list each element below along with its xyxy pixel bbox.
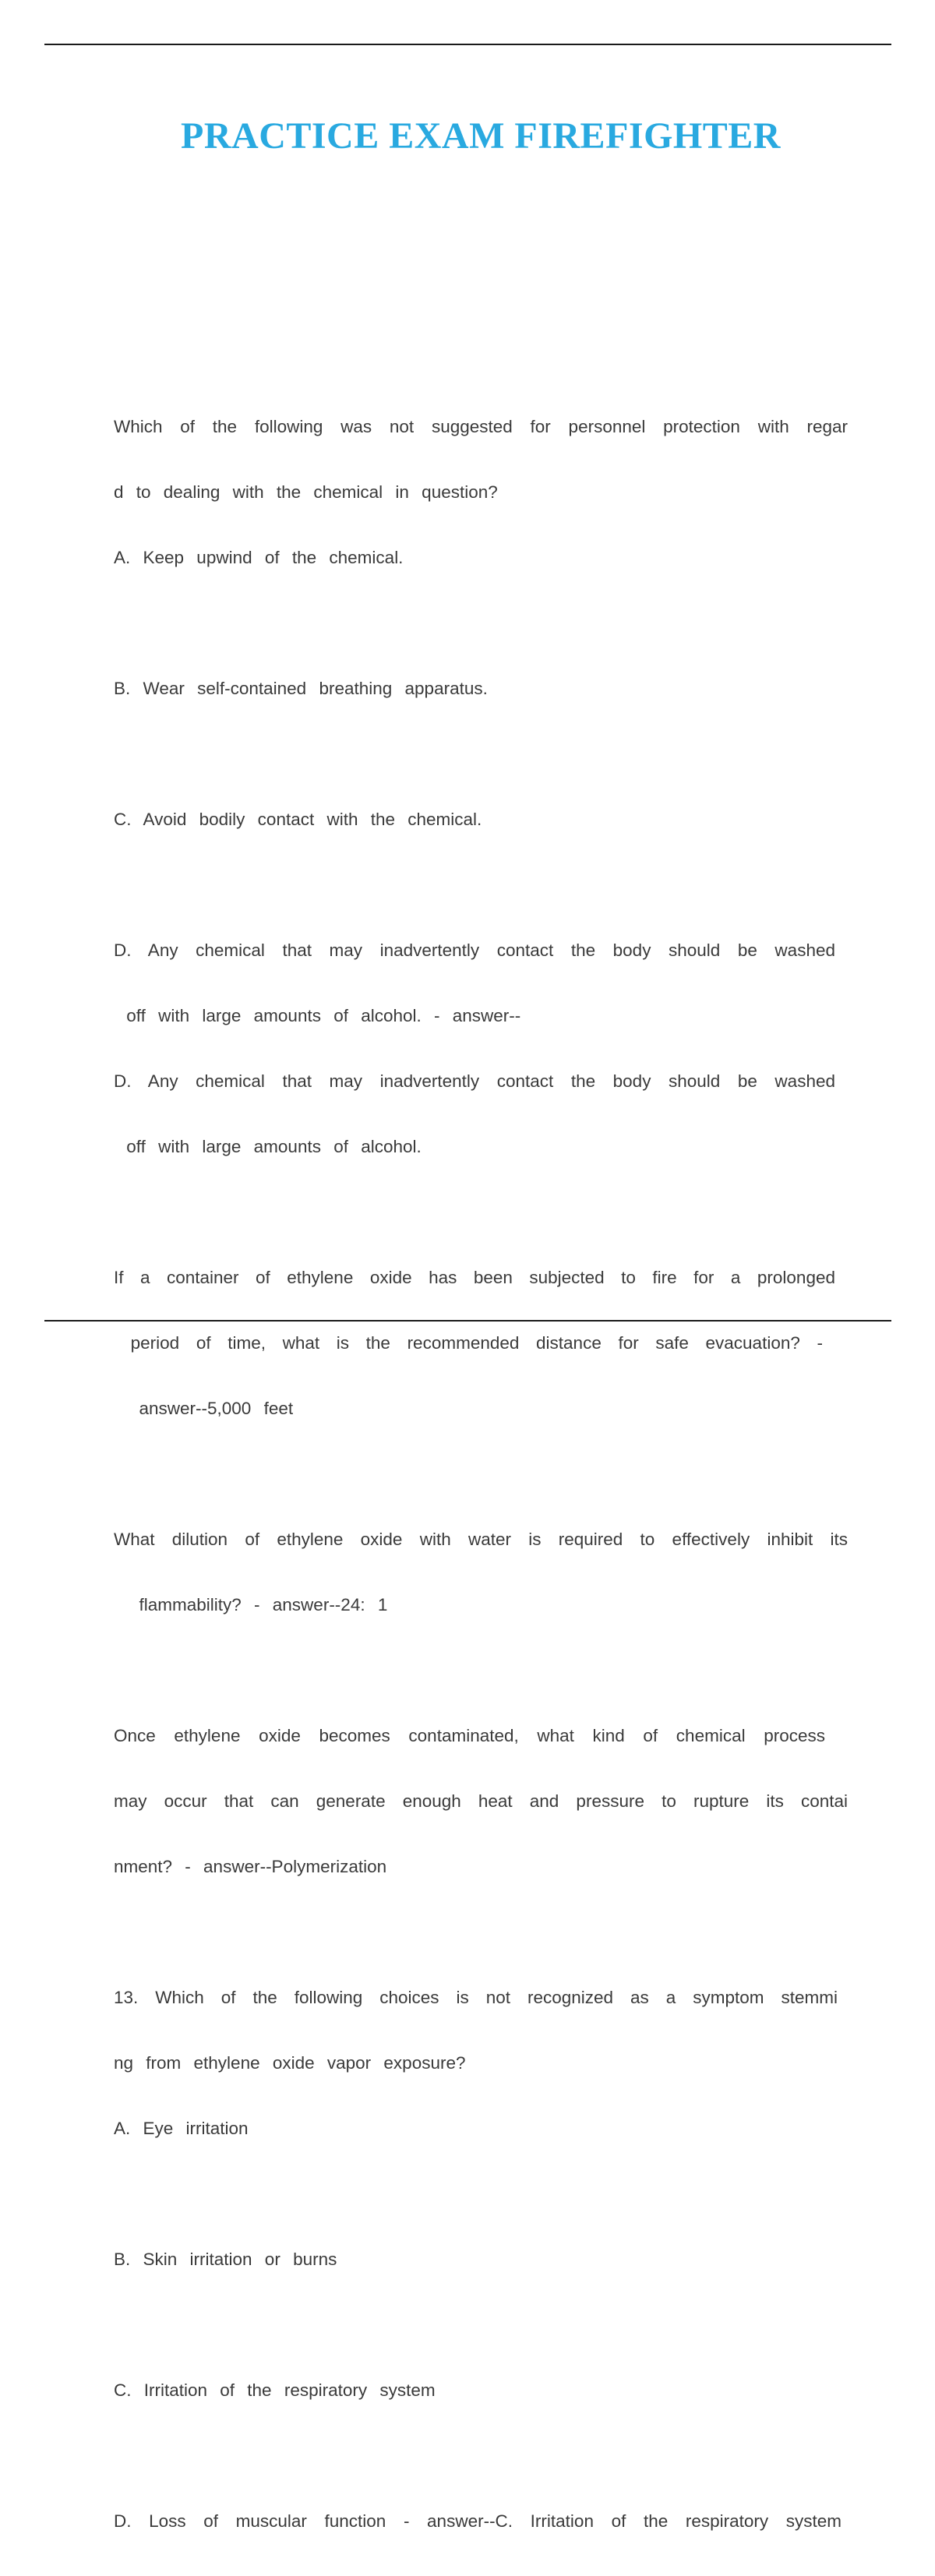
answer-text: answer--5,000 feet: [114, 1399, 294, 1418]
option-d-with-answer: D. Loss of muscular function - answer--C. Irritation of the respiratory system: [114, 2511, 842, 2531]
question-chemical-process: [114, 1681, 848, 1921]
question-text-line: What dilution of ethylene oxide with water is required to effectively inhibit its: [114, 1530, 848, 1549]
question-text-line: Once ethylene oxide becomes contaminated, what kind of chemical process: [114, 1726, 825, 1745]
document-body: [114, 372, 848, 2576]
question-dilution: [114, 1485, 848, 1660]
question-text-line: Which of the following was not suggested for personnel protection with regar: [114, 417, 848, 436]
bottom-rule: [44, 1320, 891, 1322]
option-d: D. Any chemical that may inadvertently contact the body should be washed: [114, 940, 835, 960]
question-personnel-protection: [114, 372, 848, 1202]
answer-text: nment? - answer--Polymerization: [114, 1857, 387, 1876]
answer-text: D. Any chemical that may inadvertently contact the body should be washed: [114, 1071, 835, 1091]
option-c: C. Avoid bodily contact with the chemical.: [114, 810, 482, 829]
answer-text: flammability? - answer--24: 1: [114, 1595, 388, 1614]
question-13-symptoms: [114, 1943, 848, 2576]
top-rule: [44, 44, 891, 45]
option-a: A. Keep upwind of the chemical.: [114, 548, 404, 567]
option-c: C. Irritation of the respiratory system: [114, 2380, 436, 2400]
question-evacuation-distance: [114, 1223, 848, 1463]
question-text-line: ng from ethylene oxide vapor exposure?: [114, 2053, 466, 2073]
answer-text-continued: off with large amounts of alcohol.: [114, 1137, 422, 1156]
option-b: B. Wear self-contained breathing apparatus.: [114, 679, 488, 698]
question-text-line: period of time, what is the recommended distance for safe evacuation? -: [114, 1333, 823, 1353]
document-title: PRACTICE EXAM FIREFIGHTER: [181, 115, 781, 157]
question-text-line: 13. Which of the following choices is not recognized as a symptom stemmi: [114, 1988, 838, 2007]
question-text-line: may occur that can generate enough heat and pressure to rupture its contai: [114, 1791, 848, 1811]
option-b: B. Skin irritation or burns: [114, 2250, 337, 2269]
option-d-continued: off with large amounts of alcohol. - answer--: [114, 1006, 521, 1025]
question-text-line: d to dealing with the chemical in question?: [114, 482, 498, 502]
question-text-line: If a container of ethylene oxide has been subjected to fire for a prolonged: [114, 1268, 835, 1287]
option-a: A. Eye irritation: [114, 2119, 249, 2138]
